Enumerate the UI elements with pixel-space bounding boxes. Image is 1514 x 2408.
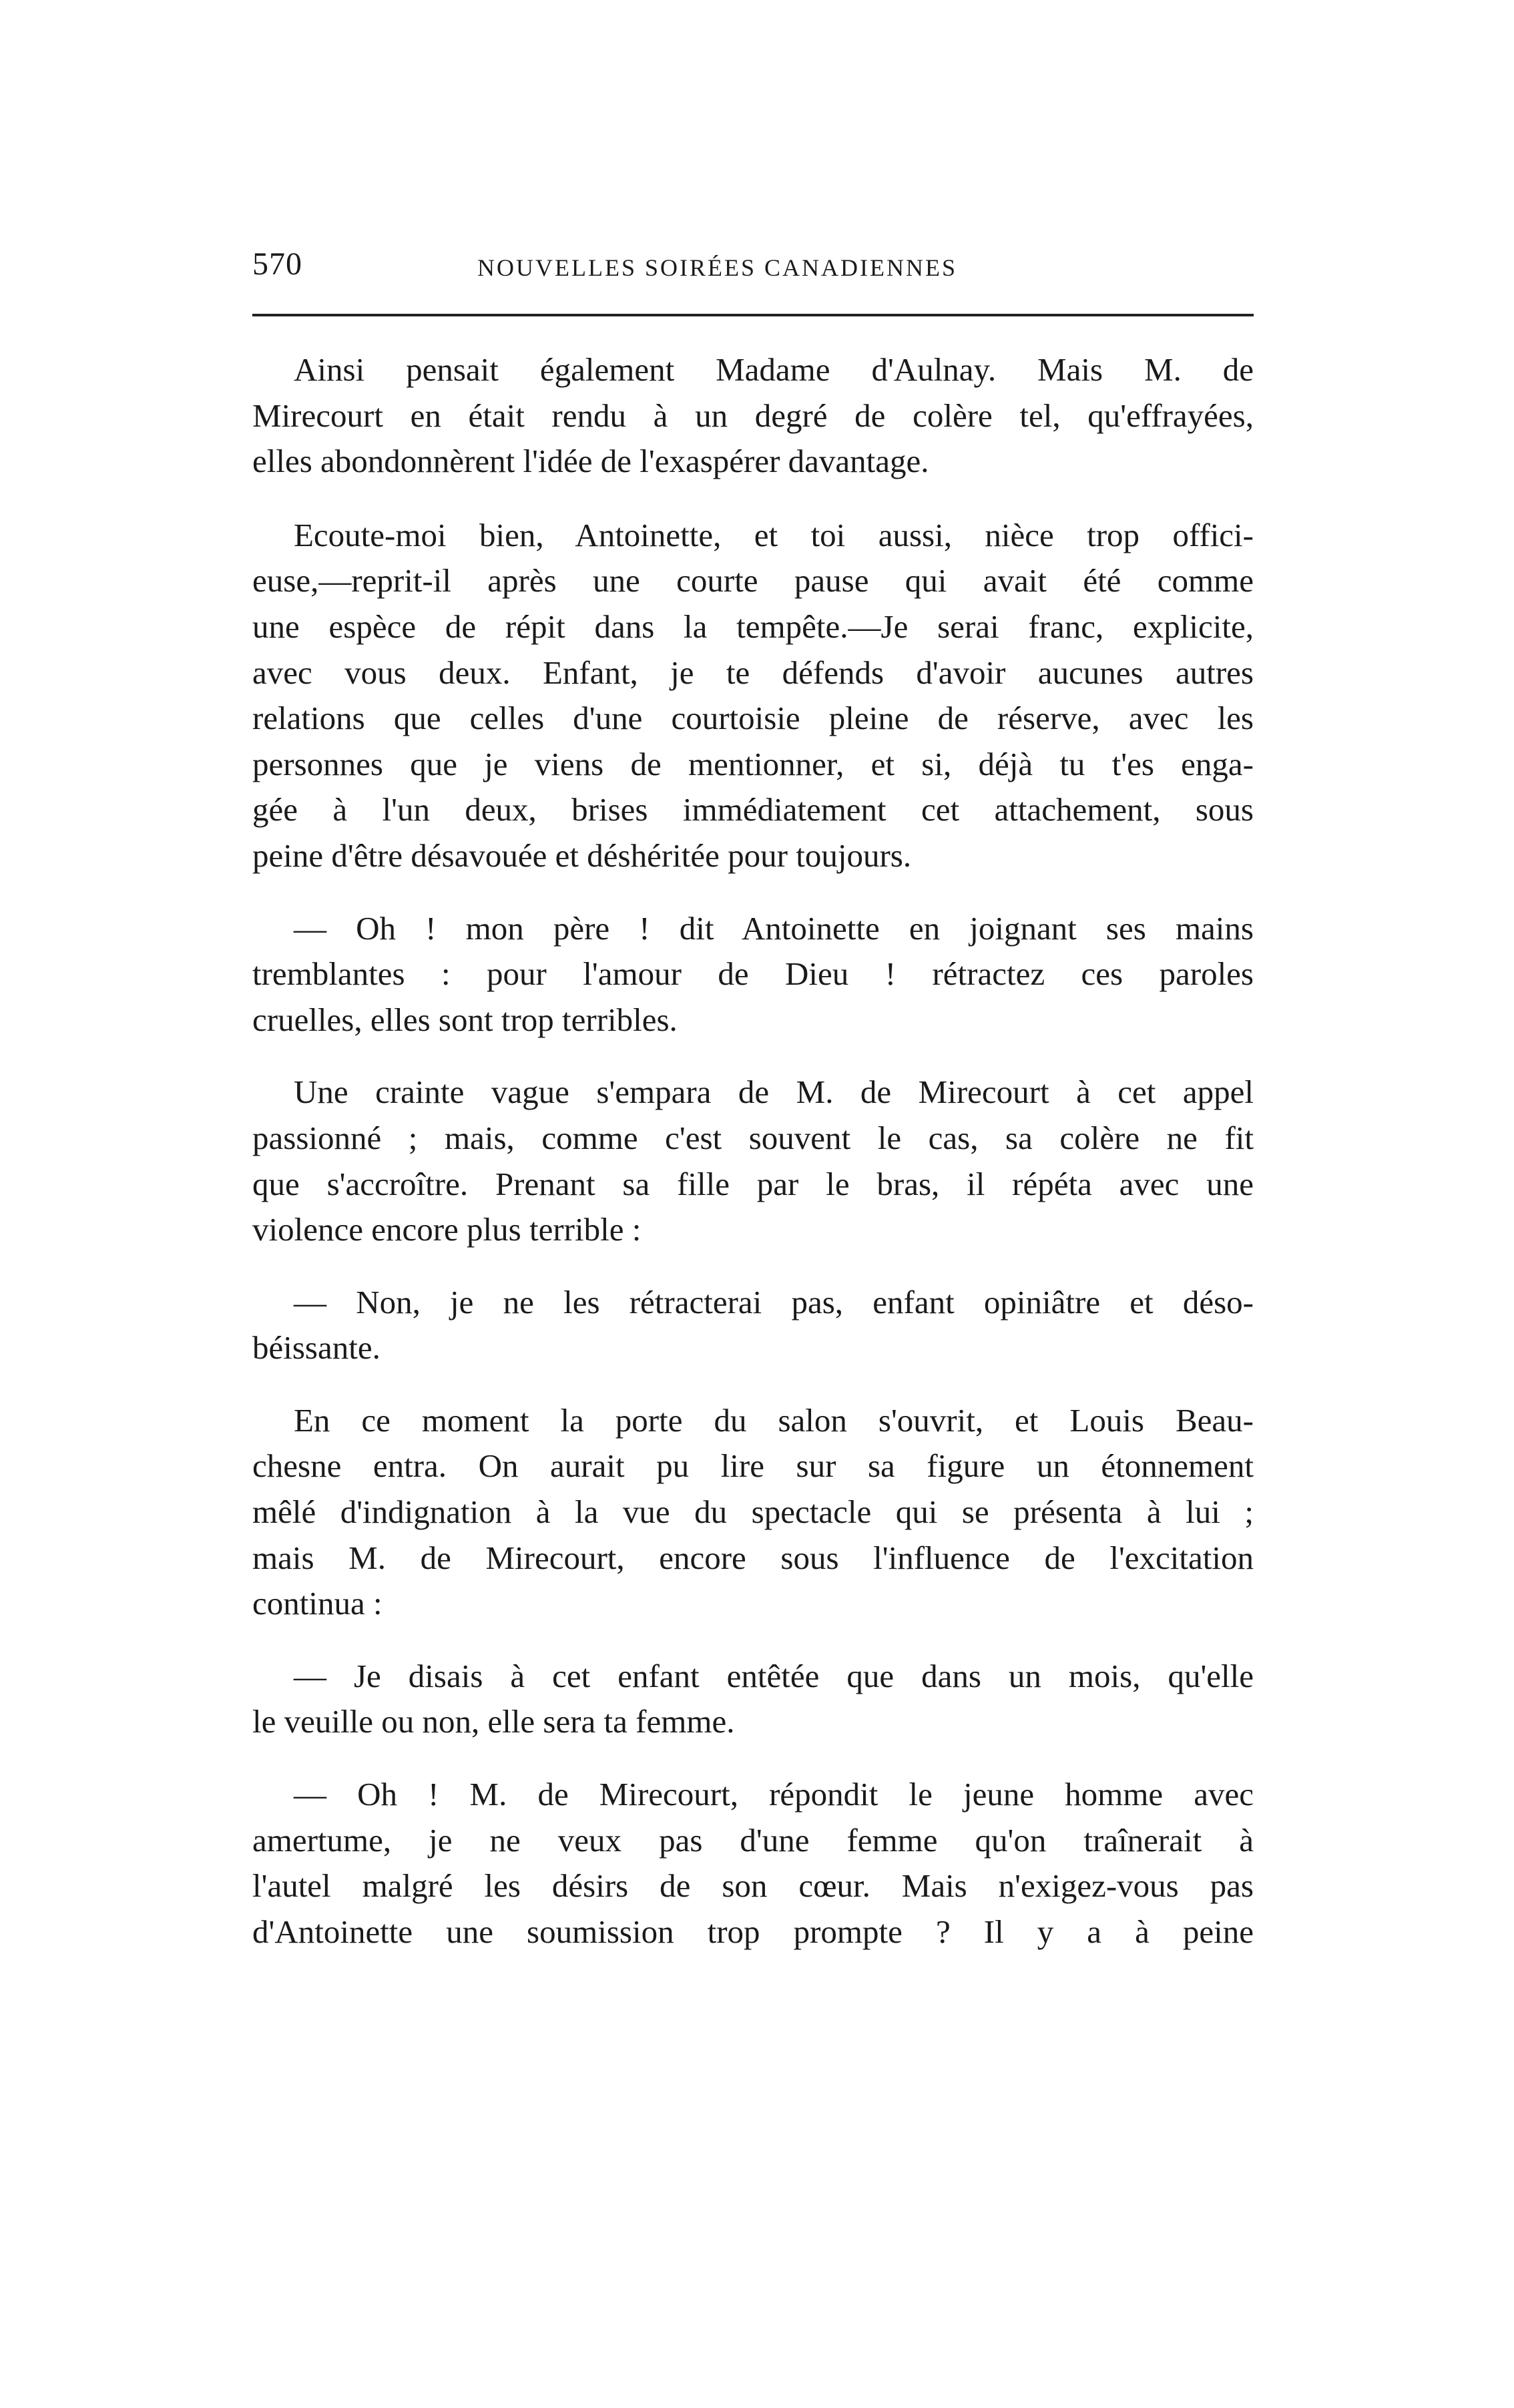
text-line: mais M. de Mirecourt, encore sous l'influence de l'excitation xyxy=(252,1539,1254,1576)
text-line: Ecoute-moi bien, Antoinette, et toi aussi, nièce trop offici- xyxy=(294,516,1254,553)
text-line: avec vous deux. Enfant, je te défends d'avoir aucunes autres xyxy=(252,654,1254,691)
text-line: Une crainte vague s'empara de M. de Mirecourt à cet appel xyxy=(294,1073,1254,1111)
text-line: passionné ; mais, comme c'est souvent le cas, sa colère ne fit xyxy=(252,1119,1254,1156)
paragraph xyxy=(252,1654,1254,1745)
text-line: — Non, je ne les rétracterai pas, enfant opiniâtre et déso- xyxy=(294,1283,1254,1320)
text-line: — Oh ! M. de Mirecourt, répondit le jeune homme avec xyxy=(294,1776,1254,1813)
paragraph xyxy=(252,1772,1254,1955)
text-line: chesne entra. On aurait pu lire sur sa figure un étonnement xyxy=(252,1447,1254,1485)
text-line: En ce moment la porte du salon s'ouvrit, et Louis Beau- xyxy=(294,1401,1254,1439)
text-line: Mirecourt en était rendu à un degré de colère tel, qu'effrayées, xyxy=(252,397,1254,434)
text-line: personnes que je viens de mentionner, et si, déjà tu t'es enga- xyxy=(252,745,1254,782)
text-line: peine d'être désavouée et déshéritée pour toujours. xyxy=(252,836,912,874)
text-line: mêlé d'indignation à la vue du spectacle qui se présenta à lui ; xyxy=(252,1493,1254,1531)
text-line: une espèce de répit dans la tempête.—Je serai franc, explicite, xyxy=(252,608,1254,645)
text-line: cruelles, elles sont trop terribles. xyxy=(252,1001,678,1038)
paragraph xyxy=(252,1069,1254,1252)
paragraph xyxy=(252,513,1254,879)
text-line: béissante. xyxy=(252,1329,381,1367)
text-line: — Je disais à cet enfant entêtée que dans un mois, qu'elle xyxy=(294,1657,1254,1694)
page-header xyxy=(252,246,1254,286)
text-line: d'Antoinette une soumission trop prompte ? Il y a à peine xyxy=(252,1913,1254,1950)
paragraph xyxy=(252,1398,1254,1627)
header-rule xyxy=(252,314,1254,316)
paragraph xyxy=(252,347,1254,485)
text-line: gée à l'un deux, brises immédiatement cet attachement, sous xyxy=(252,791,1254,828)
paragraph xyxy=(252,1280,1254,1371)
page-number: 570 xyxy=(252,246,302,282)
text-line: elles abondonnèrent l'idée de l'exaspérer davantage. xyxy=(252,443,929,480)
text-line: — Oh ! mon père ! dit Antoinette en joignant ses mains xyxy=(294,909,1254,947)
text-line: que s'accroître. Prenant sa fille par le bras, il répéta avec une xyxy=(252,1165,1254,1202)
body-text xyxy=(252,347,1254,1955)
text-line: violence encore plus terrible : xyxy=(252,1211,642,1248)
text-line: Ainsi pensait également Madame d'Aulnay. Mais M. de xyxy=(294,351,1254,388)
text-line: relations que celles d'une courtoisie pleine de réserve, avec les xyxy=(252,700,1254,737)
text-line: amertume, je ne veux pas d'une femme qu'on traînerait à xyxy=(252,1821,1254,1859)
paragraph xyxy=(252,906,1254,1043)
running-title: NOUVELLES SOIRÉES CANADIENNES xyxy=(477,254,957,281)
text-line: euse,—reprit-il après une courte pause qui avait été comme xyxy=(252,562,1254,599)
text-line: le veuille ou non, elle sera ta femme. xyxy=(252,1703,735,1740)
text-line: tremblantes : pour l'amour de Dieu ! rétractez ces paroles xyxy=(252,955,1254,993)
text-line: l'autel malgré les désirs de son cœur. Mais n'exigez-vous pas xyxy=(252,1867,1254,1905)
text-line: continua : xyxy=(252,1585,383,1622)
